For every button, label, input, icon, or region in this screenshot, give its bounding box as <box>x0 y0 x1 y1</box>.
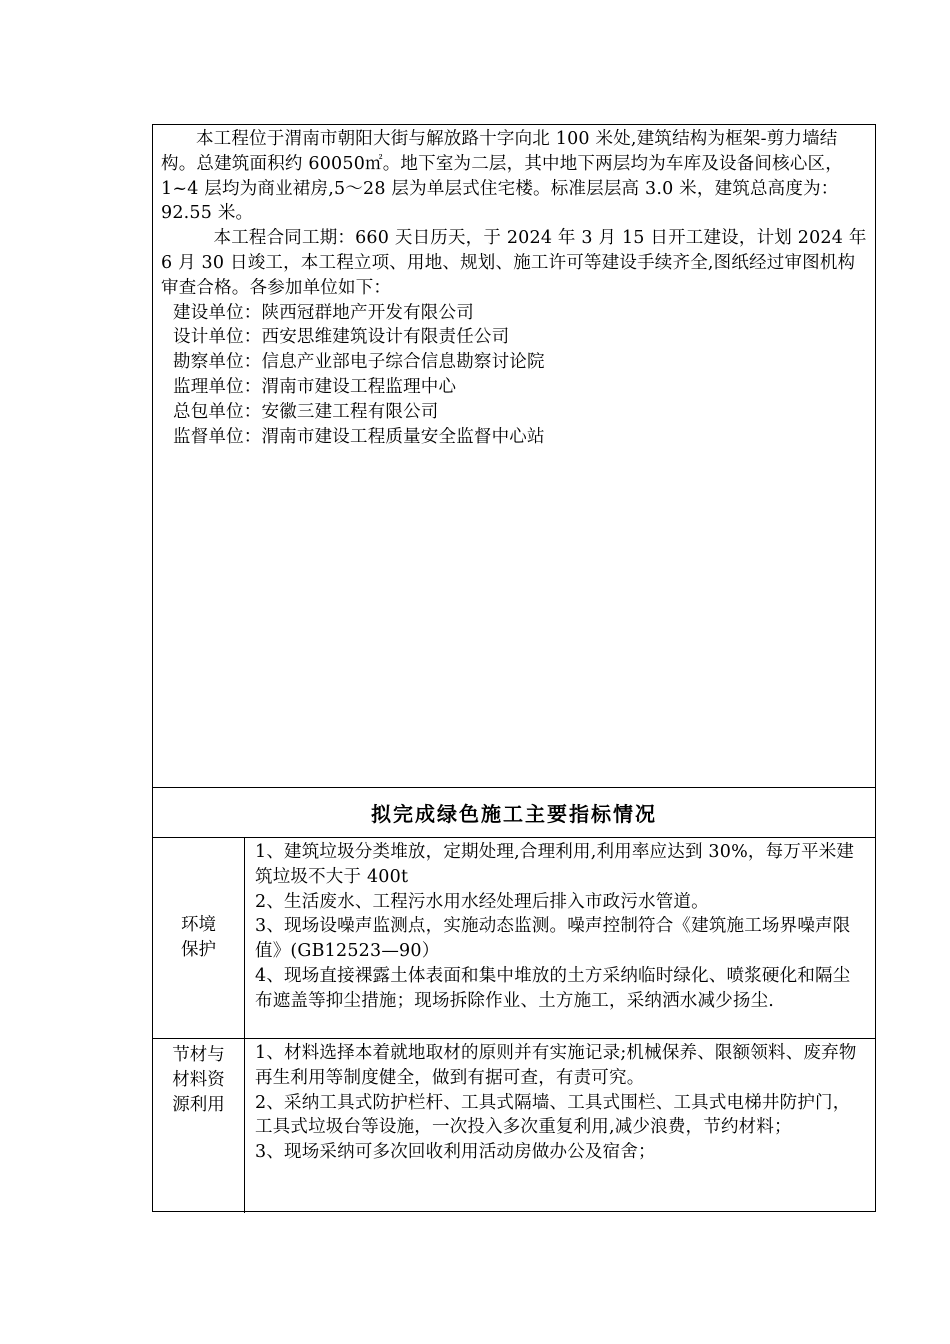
row-label-line: 源利用 <box>172 1094 225 1115</box>
unit-line-oversight: 监督单位：渭南市建设工程质量安全监督中心站 <box>173 426 545 447</box>
list-item: 3、现场设噪声监测点，实施动态监测。噪声控制符合《建筑施工场界噪声限值》(GB12523—90） <box>255 916 851 962</box>
row-label-environment <box>153 838 245 1038</box>
table-row-environment <box>153 838 875 1039</box>
row-label-line: 材料资 <box>172 1069 225 1090</box>
row-label-line: 保护 <box>181 940 216 960</box>
list-item: 2、采纳工具式防护栏杆、工具式隔墙、工具式围栏、工具式电梯井防护门，工具式垃圾台等设施，一次投入多次重复利用,减少浪费，节约材料； <box>255 1092 851 1138</box>
list-item: 3、现场采纳可多次回收利用活动房做办公及宿舍； <box>255 1142 656 1163</box>
list-item: 2、生活废水、工程污水用水经处理后排入市政污水管道。 <box>255 891 709 912</box>
unit-line-construction: 建设单位：陕西冠群地产开发有限公司 <box>173 302 474 323</box>
overview-paragraph-1: 本工程位于渭南市朝阳大街与解放路十字向北 100 米处,建筑结构为框架-剪力墙结构。总建筑面积约 60050㎡。地下室为二层，其中地下两层均为车库及设备间核心区，1~4 层均为商业裙房,5～28 层为单层式住宅楼。标准层层高 3.0 米，建筑总高度为：92.55 米。 <box>161 129 843 224</box>
section-heading: 拟完成绿色施工主要指标情况 <box>153 788 875 838</box>
list-item: 1、建筑垃圾分类堆放，定期处理,合理利用,利用率应达到 30%，每万平米建筑垃圾不大于 400t <box>255 842 855 887</box>
row-content-environment <box>245 838 875 1038</box>
overview-paragraph-2: 本工程合同工期：660 天日历天，于 2024 年 3 月 15 日开工建设，计划 2024 年 6 月 30 日竣工，本工程立项、用地、规划、施工许可等建设手续齐全,图纸经过审图机构审查合格。各参加单位如下： <box>161 228 867 298</box>
row-label-line: 节材与 <box>172 1045 225 1065</box>
unit-line-survey: 勘察单位：信息产业部电子综合信息勘察讨论院 <box>173 352 545 373</box>
row-label-line: 环境 <box>181 915 216 936</box>
unit-line-supervision: 监理单位：渭南市建设工程监理中心 <box>173 376 457 397</box>
table-row-materials <box>153 1039 875 1213</box>
unit-line-contractor: 总包单位：安徽三建工程有限公司 <box>173 401 439 422</box>
row-label-materials <box>153 1039 245 1213</box>
row-content-materials <box>245 1039 875 1213</box>
project-overview-cell <box>153 125 875 788</box>
list-item: 1、材料选择本着就地取材的原则并有实施记录;机械保养、限额领料、废弃物再生利用等制度健全，做到有据可查，有责可究。 <box>255 1043 857 1088</box>
unit-line-design: 设计单位：西安思维建筑设计有限责任公司 <box>173 327 510 348</box>
list-item: 4、现场直接裸露土体表面和集中堆放的土方采纳临时绿化、喷浆硬化和隔尘布遮盖等抑尘措施；现场拆除作业、土方施工，采纳洒水减少扬尘. <box>255 965 851 1011</box>
document-table <box>152 124 876 1212</box>
